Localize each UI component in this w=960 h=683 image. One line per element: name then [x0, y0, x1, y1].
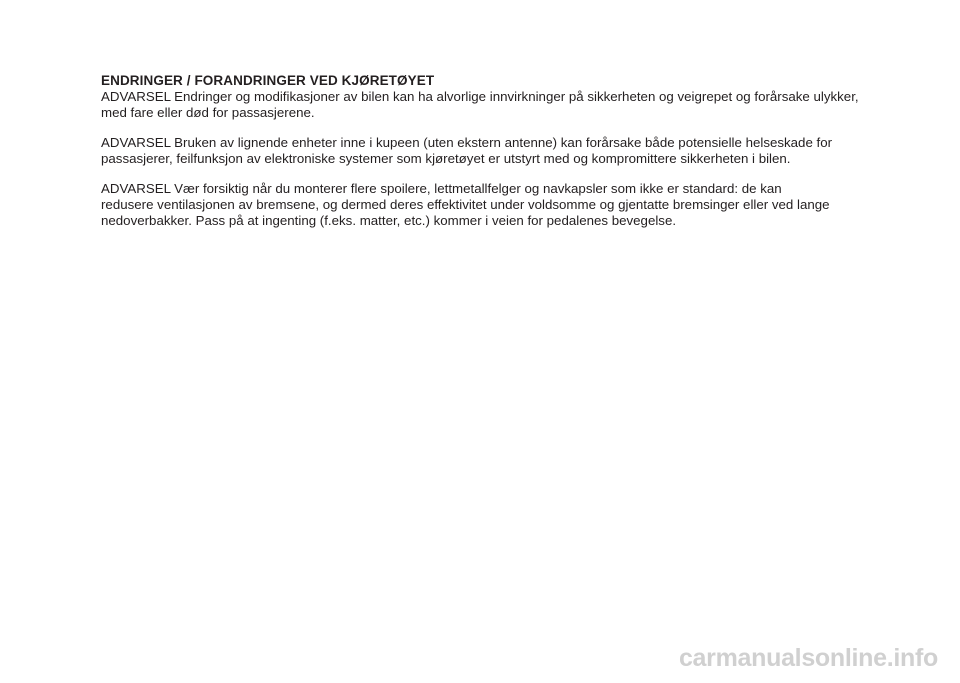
page-content [101, 73, 861, 229]
paragraph-line: ADVARSEL Bruken av lignende enheter inne i kupeen (uten ekstern antenne) kan forårsake både potensielle helseskade for [101, 135, 833, 150]
warning-paragraph-3 [101, 181, 861, 229]
paragraph-line: nedoverbakker. Pass på at ingenting (f.eks. matter, etc.) kommer i veien for pedalenes bevegelse. [101, 213, 677, 228]
paragraph-line: med fare eller død for passasjerene. [101, 105, 315, 120]
paragraph-line: ADVARSEL Endringer og modifikasjoner av bilen kan ha alvorlige innvirkninger på sikkerheten og veigrepet og forårsake ulykker, [101, 89, 859, 104]
warning-paragraph-1 [101, 89, 861, 121]
paragraph-line: ADVARSEL Vær forsiktig når du monterer flere spoilere, lettmetallfelger og navkapsler som ikke er standard: de kan [101, 181, 782, 196]
watermark-logo: carmanualsonline.info [678, 644, 938, 672]
section-heading: ENDRINGER / FORANDRINGER VED KJØRETØYET [101, 73, 435, 88]
paragraph-line: passasjerer, feilfunksjon av elektroniske systemer som kjøretøyet er utstyrt med og kompromittere sikkerheten i bilen. [101, 151, 791, 166]
warning-paragraph-2 [101, 135, 861, 167]
paragraph-line: redusere ventilasjonen av bremsene, og dermed deres effektivitet under voldsomme og gjentatte bremsinger eller ved lange [101, 197, 830, 212]
